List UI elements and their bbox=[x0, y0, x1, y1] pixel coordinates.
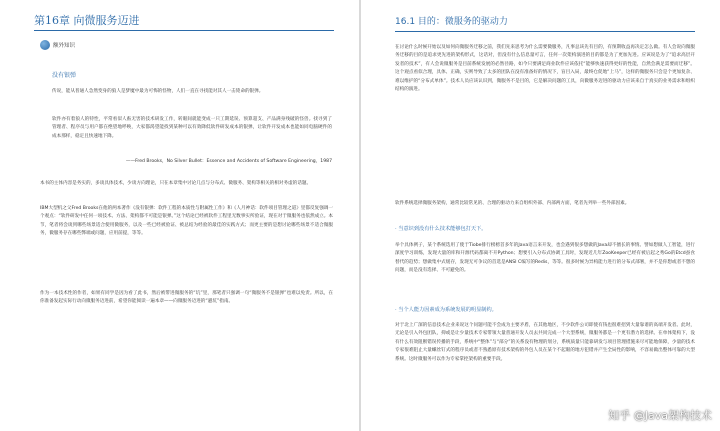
subhead-bullet: · 当个人能力因素成为系统发展的明显制约。 bbox=[395, 307, 497, 313]
left-page bbox=[0, 0, 359, 431]
paragraph: 软件系统选择微服务架构，通常比较常见的、合理的驱动力来自组织外部、内部两方面，笔者先列举一些外部因素。 bbox=[395, 201, 630, 206]
paragraph: 软件亦有着狼人的特性，平常看似人畜无害的技术研发工作，转眼间就能变成一只工期延误、预算超支、产品满身残破的怪兽。找寻到了管理者、程序员与用户都在绝望地呼唤，大家都渴望能找到某种可以有效降低软件研发成本的银弹，让软件开发成本也能如同电脑硬件的成本那样，稳定且快速地下降。 bbox=[52, 117, 332, 139]
paragraph: 在讨论什么时候开始以及如何向微服务迁移之前，我们先来思考为什么需要微服务，凡事总该先有目的，有预期收益再决定怎么做。有人会说向微服务迁移的目的是追求更先进的架构形式，这话对，但没有什么信息量可言，任何一次架构演进的目的都是为了更加先进。应该说是为了“追求高层开发者的技术”，有人会说微服务是目前系统发展的必然径路，如今只要满足商业软件应该依托“能够快速获得更好的性能，自然会满足需要而迁移”。这个观点看似合理，具体、正确，实则导致了太多的团队在没有准备好的情况下，盲目入局，最终仓促地“上马”，这样的微服务只会是个更加复杂、难以维护的“分布式单体”。技术人员应该认识到，微服务不是目的，它是解决问题的工具，向微服务迈进的驱动力应该来自于真实的业务需求和组织结构的演进。 bbox=[395, 45, 695, 93]
right-page bbox=[361, 0, 720, 431]
subhead-bullet: · 当意识到没有什么技术能够包打天下。 bbox=[395, 226, 487, 232]
info-badge-icon bbox=[40, 40, 50, 50]
paragraph: 对于北上广深的信息技术企业来说这个问题可能不会成为主要矛盾，在其他地区，不少软件公司即使有钱也很难招到大量靠谱的高端开发者。此时，无论是引入外包团队，抑或是让少量技术专家带领大量普通开发人员去共同完成一个大型系统，微服务都是一个更有潜力的选择。在单体架构下，没有什么有效阻断错误传播的手段，系统中“整体”与“部分”的关系没有物理的划分，系统质量只能靠研发与项目管理措施来尽可能地保障，少量的技术专家很难阻止大量螺丝钉式的程序员或者不熟悉原有技术架构的外包人员在某个不起眼的地方犯错并产生全局性的影响，不容易做出整体可靠的大型系统。这时微服务可以作为专家掌控架构的重要手段。 bbox=[395, 323, 695, 362]
watermark: 知乎 @Java架构技术 bbox=[608, 409, 712, 422]
paragraph: 作为一本技术性的作者，如果有同学是因为看了此书，然后被带进微服务的“坑”里，那笔者只强调一句“微服务不是银弹”也难以免责。所以，在你准备发起实际行动向微服务迈进前，希望你能阅读一遍本章——向微服务迈进的“避坑”指南。 bbox=[40, 291, 333, 305]
quote-attribution: ——Fred Brooks，No Silver Bullet：Essence and Accidents of Software Engineering，1987 bbox=[125, 159, 332, 164]
chapter-title: 第16章 向微服务迈进 bbox=[34, 14, 140, 27]
section-title: 16.1 目的：微服务的驱动力 bbox=[395, 17, 508, 27]
subhead-no-silver-bullet: 没有银弹 bbox=[52, 72, 77, 79]
paragraph: 传说，能从普通人急然变身的狼人是梦魇中最为可怖的怪物，人们一直在寻找能对其人一击毙命的银弹。 bbox=[52, 89, 264, 94]
paragraph: IBM大型机之父Fred Brooks在他的两本著作《没有银弹：软件工程的本质性与附属性工作》和《人月神话：软件项目管理之道》里都反复强调一个观点：“软件研发中任何一项技术、方法、架构都不可能是银弹。”这个结论已经被软件工程里无数事实所验证，现在对于微服务也依然成立。本节，笔者将会谈到哪些场景适合使用微服务，以及一些已经被验证、被总结为经验的最佳的实践方式；而更主要的是想讨论哪些场景不适合微服务，微服务存在哪些弊端或问题，应用前提，等等。 bbox=[40, 206, 333, 237]
extra-knowledge-badge bbox=[40, 40, 75, 50]
badge-label: 额外知识 bbox=[53, 43, 76, 49]
paragraph: 举个具体例子，某个系统选用了使于Tiobe排行榜榜首多年的Java语言来开发，也会遇到很多想做的Java却不擅长的事情。譬如想做人工智能，进行深度学习训练，发现大量的库和开源代码都离不开Python；想要引入分布式协调工具时，发现近几年ZooKeeper已经有被后起之秀Go的Etcd蚕食替代的趋势；想做集中式缓存，发现无可争议的首选是ANSI C编写的Redis，等等。很多时候为异构能力进行的分布式部署，并不是你想或者不想的问题，而是没有选择、不可避免的。 bbox=[395, 243, 695, 274]
paragraph: 本书的主体内容是务实的，多谈具体技术，少谈方向理论，只在本章集中讨论几点与分布式、微服务、架构等相关的相对务虚的话题。 bbox=[40, 181, 312, 186]
chapter-divider bbox=[34, 30, 334, 31]
section-divider bbox=[395, 31, 695, 32]
